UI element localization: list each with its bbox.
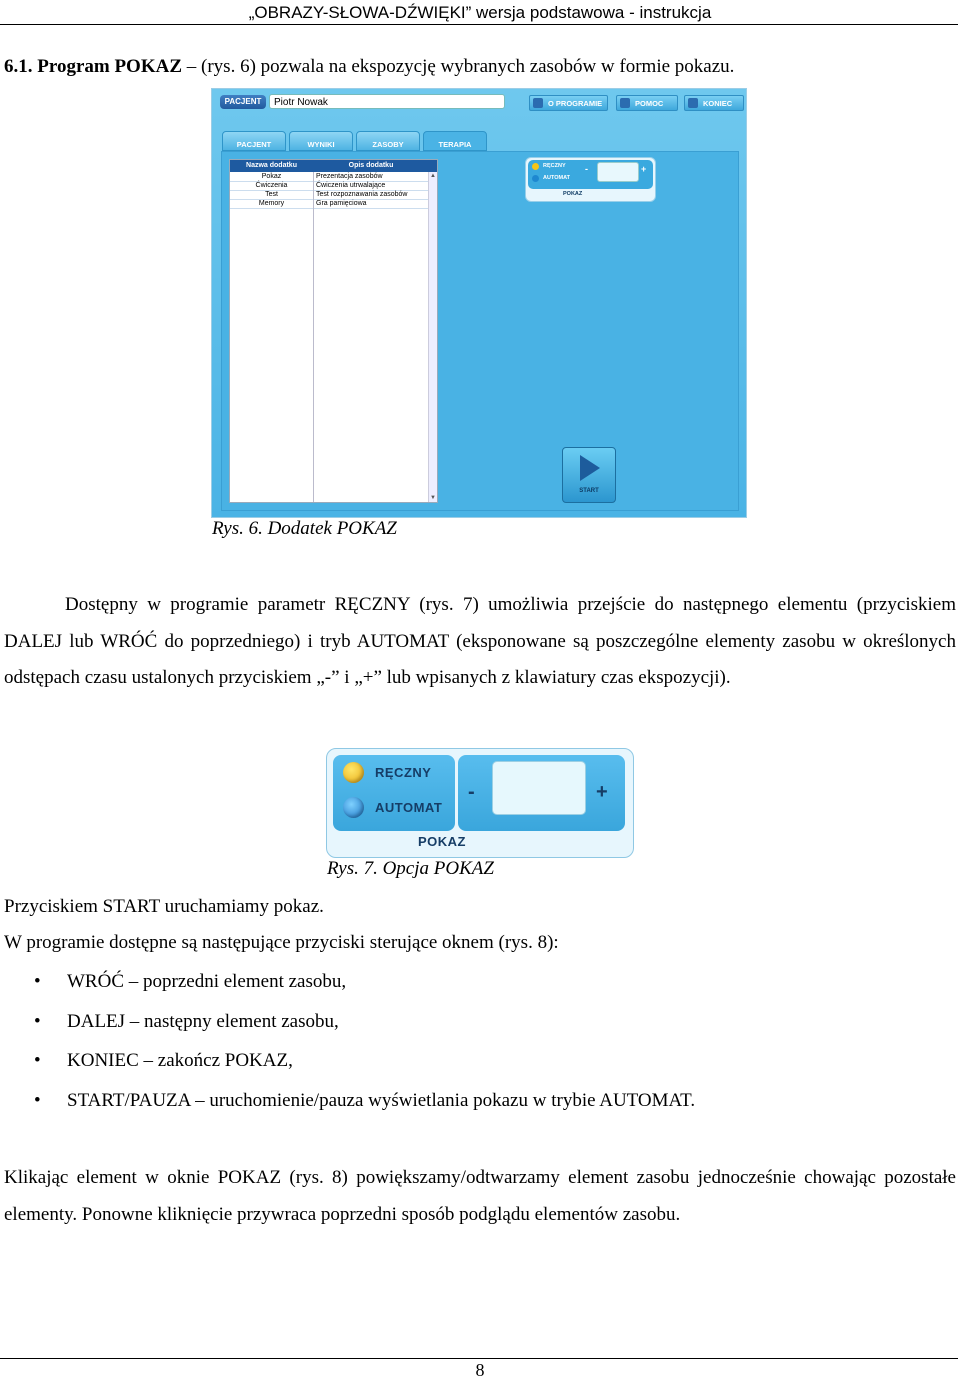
list-item-text: WRÓĆ – poprzedni element zasobu, bbox=[67, 971, 347, 992]
list-item-text: DALEJ – następny element zasobu, bbox=[67, 1011, 339, 1032]
start-button[interactable] bbox=[562, 447, 616, 503]
figure-6-caption: Rys. 6. Dodatek POKAZ bbox=[212, 518, 397, 539]
start-label: START bbox=[579, 488, 599, 494]
bullet-icon: • bbox=[34, 1090, 41, 1111]
minus-button[interactable]: - bbox=[585, 164, 588, 174]
plus-button[interactable]: + bbox=[641, 164, 647, 174]
tab-terapia[interactable]: TERAPIA bbox=[423, 131, 487, 151]
play-icon bbox=[580, 455, 600, 481]
mode-control-large bbox=[326, 748, 634, 858]
cell-name: Test bbox=[265, 191, 278, 198]
exit-label: KONIEC bbox=[703, 99, 733, 108]
mode-control-small bbox=[525, 157, 656, 202]
manual-radio[interactable] bbox=[343, 762, 364, 783]
plus-button[interactable]: + bbox=[596, 781, 608, 803]
patient-label: PACJENT bbox=[220, 95, 266, 109]
exit-button[interactable] bbox=[684, 95, 744, 111]
header-divider bbox=[0, 24, 958, 25]
manual-radio[interactable] bbox=[532, 163, 539, 170]
start-description: Przyciskiem START uruchamiamy pokaz. bbox=[4, 896, 324, 917]
addons-table bbox=[229, 159, 438, 503]
about-button[interactable] bbox=[529, 95, 608, 111]
footer-divider bbox=[0, 1358, 958, 1359]
paragraph-2: Klikając element w oknie POKAZ (rys. 8) powiększamy/odtwarzamy element zasobu jednocześnie chowając pozostałe elementy. Ponowne kliknięcie przywraca poprzedni sposób podglądu elementów zasobu. bbox=[4, 1167, 956, 1225]
auto-label: AUTOMAT bbox=[375, 800, 443, 815]
info-icon bbox=[533, 98, 543, 108]
table-row[interactable] bbox=[230, 191, 428, 200]
section-description: – (rys. 6) pozwala na ekspozycję wybranych zasobów w formie pokazu. bbox=[182, 56, 735, 77]
help-button[interactable] bbox=[616, 95, 678, 111]
table-row[interactable] bbox=[230, 173, 428, 182]
about-label: O PROGRAMIE bbox=[548, 99, 603, 108]
tab-pacjent[interactable]: PACJENT bbox=[222, 131, 286, 151]
list-item-text: START/PAUZA – uruchomienie/pauza wyświetlania pokazu w trybie AUTOMAT. bbox=[67, 1090, 696, 1111]
cell-name: Pokaz bbox=[261, 173, 282, 180]
page-header bbox=[0, 3, 960, 23]
scroll-up-icon[interactable]: ▲ bbox=[430, 173, 436, 179]
bullet-icon: • bbox=[34, 1050, 41, 1071]
section-heading bbox=[4, 56, 734, 78]
column-divider bbox=[313, 172, 314, 502]
section-title: 6.1. Program POKAZ bbox=[4, 56, 183, 77]
minus-button[interactable]: - bbox=[468, 781, 475, 803]
bullet-icon: • bbox=[34, 971, 41, 992]
manual-label: RĘCZNY bbox=[543, 163, 566, 169]
column-header-description: Opis dodatku bbox=[348, 162, 394, 169]
cell-description: Prezentacja zasobów bbox=[316, 173, 383, 180]
paragraph-1: Dostępny w programie parametr RĘCZNY (rys. 7) umożliwia przejście do następnego elementu (przyciskiem DALEJ lub WRÓĆ do poprzedniego) i tryb AUTOMAT (eksponowane są poszczególne elementy zasobu w określonych odstępach czasu ustalonych przyciskiem „-” i „+” lub wpisanych z klawiatury czas ekspozycji). bbox=[4, 594, 956, 688]
table-row[interactable] bbox=[230, 200, 428, 209]
auto-radio[interactable] bbox=[343, 797, 364, 818]
cell-description: Test rozpoznawania zasobów bbox=[316, 191, 408, 198]
buttons-intro: W programie dostępne są następujące przyciski sterujące oknem (rys. 8): bbox=[4, 932, 559, 953]
header-title: „OBRAZY-SŁOWA-DŹWIĘKI” wersja podstawowa - instrukcja bbox=[248, 3, 712, 22]
figure-7-caption: Rys. 7. Opcja POKAZ bbox=[327, 858, 494, 879]
pokaz-label: POKAZ bbox=[418, 834, 466, 849]
time-display[interactable] bbox=[597, 162, 639, 182]
cell-description: Ćwiczenia utrwalające bbox=[316, 182, 386, 189]
exit-icon bbox=[688, 98, 698, 108]
cell-name: Memory bbox=[258, 200, 285, 207]
auto-label: AUTOMAT bbox=[543, 175, 570, 181]
table-header bbox=[230, 160, 437, 172]
manual-label: RĘCZNY bbox=[375, 765, 432, 780]
patient-name-field[interactable]: Piotr Nowak bbox=[269, 94, 505, 109]
pokaz-app-screenshot bbox=[211, 88, 747, 518]
page-number: 8 bbox=[475, 1360, 485, 1380]
list-item-text: KONIEC – zakończ POKAZ, bbox=[67, 1050, 293, 1071]
cell-description: Gra pamięciowa bbox=[316, 200, 367, 207]
time-controls bbox=[458, 755, 625, 831]
time-display[interactable] bbox=[492, 761, 586, 815]
mode-selector bbox=[333, 755, 455, 831]
pokaz-label: POKAZ bbox=[563, 191, 583, 197]
help-icon bbox=[620, 98, 630, 108]
bullet-icon: • bbox=[34, 1011, 41, 1032]
tab-wyniki[interactable]: WYNIKI bbox=[289, 131, 353, 151]
column-header-name: Nazwa dodatku bbox=[246, 162, 297, 169]
table-scrollbar[interactable] bbox=[428, 172, 437, 502]
scroll-down-icon[interactable]: ▼ bbox=[430, 495, 436, 501]
auto-radio[interactable] bbox=[532, 175, 539, 182]
table-row[interactable] bbox=[230, 182, 428, 191]
cell-name: Ćwiczenia bbox=[255, 182, 288, 189]
tab-zasoby[interactable]: ZASOBY bbox=[356, 131, 420, 151]
help-label: POMOC bbox=[635, 99, 664, 108]
